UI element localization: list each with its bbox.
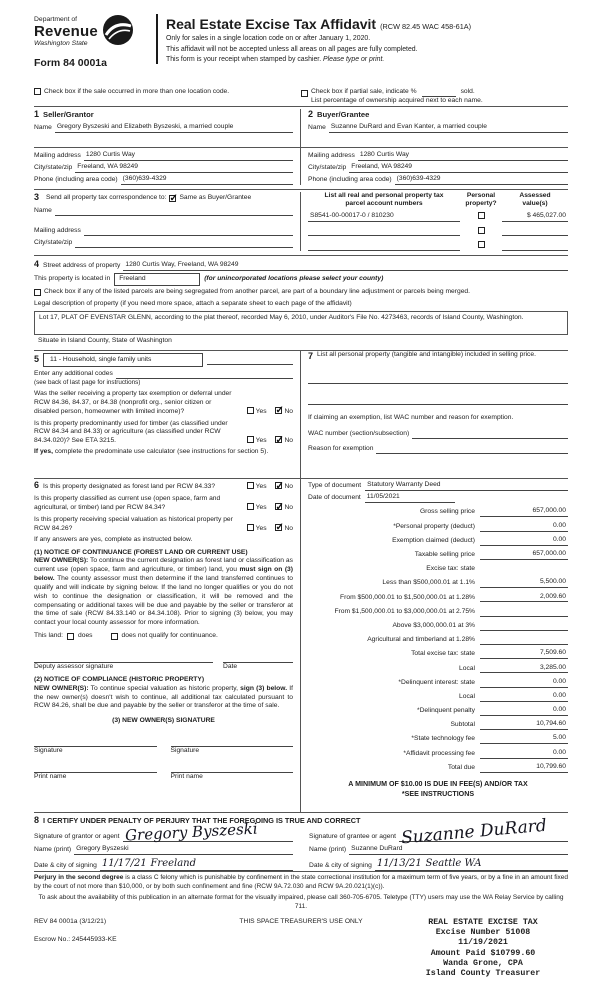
tax-value[interactable] <box>480 608 568 617</box>
escrow-number: Escrow No.: 245445933-KE <box>34 936 117 944</box>
dept-of-label: Department of <box>34 16 78 24</box>
section-4-number: 4 <box>34 258 40 269</box>
sections-6-tax <box>34 478 568 812</box>
partial-percent-field[interactable] <box>422 89 456 97</box>
grantor-date-field[interactable]: 11/17/21 Freeland <box>100 857 293 871</box>
legal-description-label: Legal description of property (if you need more space, attach a separate sheet to each page of the affidavit) <box>34 299 352 307</box>
footer-row <box>34 918 568 980</box>
header-note-3: This form is your receipt when stamped by cashier. Please type or print. <box>166 55 385 63</box>
section-3-number: 3 <box>34 192 40 203</box>
land-qualify-label: This land: <box>34 632 63 640</box>
parcel-row <box>308 212 568 222</box>
deputy-date-field[interactable] <box>223 651 293 663</box>
tax-subheader: Excise tax: state <box>426 565 475 573</box>
grantor-name-label: Name (print) <box>34 845 72 853</box>
doc-date-label: Date of document <box>308 494 361 502</box>
doc-type-field[interactable]: Statutory Warranty Deed <box>365 481 568 491</box>
sections-5-7 <box>34 350 568 478</box>
tax-label: *Personal property (deduct) <box>393 522 475 530</box>
grantee-signature-block <box>301 815 568 871</box>
grantee-date-field[interactable]: 11/13/21 Seattle WA <box>375 857 568 871</box>
additional-codes-field[interactable] <box>116 370 293 379</box>
tax-value[interactable]: 0.00 <box>480 706 568 716</box>
tax-value[interactable]: 0.00 <box>480 522 568 532</box>
reason-label: Reason for exemption <box>308 445 374 453</box>
seller-name-field[interactable]: Gregory Byszeski and Elizabeth Byszeski, a married couple <box>55 123 293 133</box>
new-owner-print-field[interactable] <box>34 761 157 773</box>
tax-value[interactable]: 0.00 <box>480 536 568 546</box>
notice-2-body: NEW OWNER(S): To continue special valuation as historic property, sign (3) below. If the new owner(s) doesn't wish to continue, all additional tax calculated pursuant to RCW 84.26, shall be due and payable by the seller or transferor at the time of sale. <box>34 684 293 710</box>
section-4 <box>34 255 568 351</box>
multi-location-label: Check box if the sale occurred in more than one location code. <box>44 88 230 95</box>
s5-q1-text: Was the seller receiving a property tax exemption or deferral under RCW 84.36, 84.37, or 84.38 (nonprofit org., senior citizen or disabled person, homeowner with limited income)? <box>34 390 232 415</box>
seller-mailing-label: Mailing address <box>34 151 81 159</box>
agency-name: Revenue <box>34 22 98 40</box>
parties-contact <box>34 147 568 189</box>
does-label: does <box>78 632 93 640</box>
section-8-number: 8 <box>34 815 40 826</box>
s6-q1-yes-checkbox[interactable] <box>247 482 254 489</box>
notice-2-title: (2) NOTICE OF COMPLIANCE (HISTORIC PROPERTY) <box>34 675 205 683</box>
top-options <box>34 88 568 106</box>
corr-name-label: Name <box>34 206 52 214</box>
perjury-statement: Perjury in the second degree is a class C felony which is punishable by confinement in the state correctional institution for a maximum term of five years, or by a fine in an amount fixed by the court of not more than $10,000, or by both such confinement and fine (RCW 9A.72.030 and RCW 9A.20.021(1)(c)). <box>34 871 568 891</box>
segregated-label: Check box if any of the listed parcels are being segregated from another parcel, are part of a boundary line adjustment or parcels being merged. <box>44 288 471 296</box>
s6-q3-answer: Yes ✓ No <box>240 524 293 534</box>
located-in-label: This property is located in <box>34 275 111 283</box>
s6-q2-no-checkbox[interactable] <box>275 503 282 510</box>
section-5 <box>34 351 301 478</box>
s6-q1-no-checkbox[interactable] <box>275 482 282 489</box>
tax-label: Less than $500,000.01 at 1.1% <box>382 579 475 587</box>
seller-phone-field[interactable]: (360)639-4329 <box>121 175 293 185</box>
header-note-2: This affidavit will not be accepted unless all areas on all pages are fully completed. <box>166 45 418 53</box>
section-1-seller <box>34 109 301 147</box>
grantor-date-label: Date & city of signing <box>34 862 97 870</box>
tax-label: Local <box>459 692 475 700</box>
grantor-signature: Gregory Byszeski <box>124 819 258 845</box>
parcel-table-header: List all real and personal property tax parcel account numbers Personal property? Assessed value(s) <box>324 192 551 207</box>
corr-csz-label: City/state/zip <box>34 238 73 246</box>
additional-codes-label: Enter any additional codes <box>34 369 113 377</box>
tax-computation <box>301 479 568 812</box>
personal-property-lines[interactable] <box>308 372 568 405</box>
section-7-number: 7 <box>308 351 314 362</box>
located-in-note: (for unincorporated locations please select your county) <box>204 275 384 283</box>
s6-if-yes-note: If any answers are yes, complete as instructed below. <box>34 535 193 543</box>
does-not-checkbox[interactable] <box>111 633 118 640</box>
alternate-format-note: To ask about the availability of this publication in an alternate format for the visually impaired, please call 360-705-6705. Teletype (TTY) users may use the WA Relay Service by calling 711. <box>38 894 564 910</box>
tax-label: Gross selling price <box>419 508 475 516</box>
agency-block <box>34 14 152 71</box>
certify-statement: I CERTIFY UNDER PENALTY OF PERJURY THAT THE FOREGOING IS TRUE AND CORRECT <box>43 816 361 826</box>
tax-value[interactable]: 0.00 <box>480 749 568 759</box>
deputy-signature-label: Deputy assessor signature <box>34 662 114 670</box>
partial-sale-label: Check box if partial sale, indicate % <box>311 88 417 95</box>
buyer-mailing-label: Mailing address <box>308 151 355 159</box>
does-checkbox[interactable] <box>67 633 74 640</box>
corr-name-field[interactable] <box>55 207 293 216</box>
tax-value[interactable] <box>480 622 568 631</box>
tax-value[interactable]: 5,500.00 <box>480 578 568 588</box>
new-owner-signature-field[interactable] <box>171 735 294 747</box>
s5-q1-yes-checkbox[interactable] <box>247 407 254 414</box>
same-as-buyer-label: Same as Buyer/Grantee <box>179 193 252 201</box>
land-use-tail-line <box>207 355 293 365</box>
new-owner-signature-row <box>34 735 293 756</box>
tax-value[interactable]: 2,009.60 <box>480 593 568 603</box>
corr-csz-field[interactable] <box>75 239 293 248</box>
seller-phone-label: Phone (including area code) <box>34 176 118 184</box>
grantee-sig-label: Signature of grantee or agent <box>309 833 396 841</box>
tax-label: From $1,500,000.01 to $3,000,000.01 at 2.75% <box>334 607 475 615</box>
tax-label: Total due <box>447 763 475 771</box>
additional-codes-note: (see back of last page for instructions) <box>34 378 141 386</box>
grantee-signature: Suzanne DuRard <box>400 815 548 849</box>
tax-label: *Affidavit processing fee <box>403 749 475 757</box>
s6-q3-yes-checkbox[interactable] <box>247 524 254 531</box>
s6-q3-no-checkbox[interactable] <box>275 524 282 531</box>
tax-value[interactable]: 5.00 <box>480 734 568 744</box>
seller-csz-field[interactable]: Freeland, WA 98249 <box>75 163 293 173</box>
new-owner-print-field[interactable] <box>171 761 294 773</box>
section-3 <box>34 189 568 254</box>
agency-state: Washington State <box>34 40 88 48</box>
dor-logo-icon <box>102 14 134 50</box>
deputy-signature-field[interactable] <box>34 651 213 663</box>
correspondence-label: Send all property tax correspondence to: <box>46 193 167 201</box>
s6-q2-answer: Yes ✓ No <box>240 503 293 513</box>
tax-value[interactable]: 657,000.00 <box>480 507 568 517</box>
s5-q2-no-checkbox[interactable] <box>275 436 282 443</box>
wac-number-field[interactable] <box>412 430 568 439</box>
tax-label: Total excise tax: state <box>411 650 475 658</box>
assessed-value-field[interactable] <box>502 227 568 236</box>
section-2-number: 2 <box>308 109 314 119</box>
section-6 <box>34 479 301 812</box>
multi-location-checkbox[interactable] <box>34 88 41 95</box>
grantee-date-label: Date & city of signing <box>309 862 372 870</box>
located-in-select[interactable]: Freeland <box>114 273 200 286</box>
buyer-name-field[interactable]: Suzanne DuRard and Evan Kanter, a married couple <box>329 123 568 133</box>
buyer-csz-label: City/state/zip <box>308 164 347 172</box>
buyer-title: Buyer/Grantee <box>317 110 370 119</box>
s5-q2-yes-checkbox[interactable] <box>247 436 254 443</box>
s7-exemption-note: If claiming an exemption, list WAC number and reason for exemption. <box>308 414 514 422</box>
s5-q1-no-checkbox[interactable] <box>275 407 282 414</box>
s5-q1-answer: Yes ✓ No <box>240 407 293 417</box>
treasurer-stamp: REAL ESTATE EXCISE TAX Excise Number 51008 11/19/2021 Amount Paid $10799.60 Wanda Grone, CPA Island County Treasurer <box>425 917 541 979</box>
tax-value[interactable]: 657,000.00 <box>480 550 568 560</box>
tax-value-empty <box>480 565 568 574</box>
new-owner-print-row <box>34 761 293 782</box>
header-divider <box>156 14 158 64</box>
deputy-date-label: Date <box>223 662 238 670</box>
section-2-buyer <box>301 109 568 147</box>
notice-1-body: NEW OWNER(S): To continue the current designation as forest land or classification as current use (open space, farm and agriculture, or timber) land, you must sign on (3) below. The county assessor must then determine if the land transferred continues to qualify and will indicate by signing below. If the land no longer qualifies or you do not wish to continue the designation or classification, it will be removed and the compensating or additional taxes will be due and payable by the seller or transferor at the time of sale (RCW 84.33.140 or 84.34.108). Prior to signing (3) below, you may contact your local county assessor for more information. <box>34 557 293 627</box>
tax-value[interactable]: 10,799.60 <box>480 763 568 773</box>
new-owners-signature-title: (3) NEW OWNER(S) SIGNATURE <box>112 717 215 725</box>
tax-value[interactable]: 0.00 <box>480 692 568 702</box>
grantor-sig-label: Signature of grantor or agent <box>34 833 120 841</box>
print-name-label: Print name <box>34 772 67 780</box>
tax-label: Above $3,000,000.01 at 3% <box>392 621 475 629</box>
s6-q1-text: 6 Is this property designated as forest land per RCW 84.33? <box>34 480 216 491</box>
buyer-phone-field[interactable]: (360)639-4329 <box>395 175 568 185</box>
minimum-due-note: A MINIMUM OF $10.00 IS DUE IN FEE(S) AND/OR TAX *SEE INSTRUCTIONS <box>348 779 528 798</box>
tax-label: From $500,000.01 to $1,500,000.01 at 1.28% <box>340 593 475 601</box>
parcel-row <box>308 227 568 237</box>
section-1-number: 1 <box>34 109 40 119</box>
parcel-row <box>308 241 568 251</box>
form-number: Form 84 0001a <box>34 56 107 69</box>
section-7 <box>301 351 568 478</box>
doc-type-label: Type of document <box>308 482 362 490</box>
tax-value[interactable] <box>480 636 568 645</box>
land-qualify-row <box>34 632 293 641</box>
s6-q2-yes-checkbox[interactable] <box>247 503 254 510</box>
grantee-signature-field[interactable] <box>399 815 568 849</box>
tax-label: Exemption claimed (deduct) <box>392 536 475 544</box>
tax-label: Agricultural and timberland at 1.28% <box>367 636 475 644</box>
grantor-print-name-field[interactable]: Gregory Byszeski <box>74 845 293 855</box>
tax-label: *Delinquent penalty <box>417 707 475 715</box>
partial-sale-note: List percentage of ownership acquired next to each name. <box>311 96 483 104</box>
situate-line: Situate in Island County, State of Washington <box>38 336 172 344</box>
parcel-number-field[interactable] <box>308 242 460 251</box>
does-not-label: does not qualify for continuance. <box>121 632 218 640</box>
buyer-csz-field[interactable]: Freeland, WA 98249 <box>349 163 568 173</box>
personal-property-checkbox[interactable] <box>478 241 485 248</box>
corr-mailing-field[interactable] <box>84 227 293 236</box>
tax-label: *State technology fee <box>411 735 475 743</box>
land-use-code-select[interactable]: 11 - Household, single family units <box>43 353 203 367</box>
corr-mailing-label: Mailing address <box>34 227 81 235</box>
buyer-phone-label: Phone (including area code) <box>308 176 392 184</box>
tax-label: Taxable selling price <box>414 551 475 559</box>
signature-label: Signature <box>170 747 200 755</box>
section-5-number: 5 <box>34 354 40 365</box>
same-as-buyer-checkbox[interactable] <box>169 195 176 202</box>
reason-field[interactable] <box>376 445 568 454</box>
segregated-checkbox[interactable] <box>34 289 41 296</box>
parties-names <box>34 106 568 147</box>
legal-description-field[interactable]: Lot 17, PLAT OF EVENSTAR GLENN, according to the plat thereof, recorded May 6, 2010, under Auditor's File No. 4273463, records of Island County, Washington. <box>34 311 568 335</box>
tax-value[interactable]: 10,794.60 <box>480 720 568 730</box>
buyer-mailing-field[interactable]: 1280 Curtis Way <box>358 151 568 161</box>
tax-label: Local <box>459 664 475 672</box>
form-rcw: (RCW 82.45 WAC 458-61A) <box>380 22 472 31</box>
parcel-number-field[interactable] <box>308 227 460 236</box>
seller-csz-label: City/state/zip <box>34 164 73 172</box>
street-address-label: Street address of property <box>43 261 121 269</box>
s6-q1-answer: Yes ✓ No <box>240 482 293 492</box>
tax-value[interactable]: 0.00 <box>480 678 568 688</box>
s5-calculator-note: If yes, complete the predominate use calculator (see instructions for section 5). <box>34 448 269 456</box>
grantor-signature-field[interactable] <box>123 819 293 845</box>
personal-property-checkbox[interactable] <box>478 212 485 219</box>
wac-number-label: WAC number (section/subsection) <box>308 430 410 438</box>
tax-value[interactable]: 3,285.00 <box>480 664 568 674</box>
section-8 <box>34 812 568 871</box>
s7-intro: List all personal property (tangible and intangible) included in selling price. <box>317 351 536 359</box>
seller-title: Seller/Grantor <box>43 110 94 119</box>
street-address-field[interactable]: 1280 Curtis Way, Freeland, WA 98249 <box>123 261 568 271</box>
form-title: Real Estate Excise Tax Affidavit <box>166 16 377 32</box>
print-name-label: Print name <box>170 772 203 780</box>
header-note-1: Only for sales in a single location code on or after January 1, 2020. <box>166 35 371 43</box>
assessed-value-field[interactable]: $ 465,027.00 <box>502 212 568 222</box>
deputy-assessor-row <box>34 651 293 672</box>
grantee-print-name-field[interactable]: Suzanne DuRard <box>349 845 568 855</box>
notice-1-title: (1) NOTICE OF CONTINUANCE (FOREST LAND OR CURRENT USE) <box>34 548 248 556</box>
s6-q3-text: Is this property receiving special valuation as historical property per RCW 84.26? <box>34 516 233 532</box>
signature-label: Signature <box>34 747 63 755</box>
seller-name-label: Name <box>34 124 52 132</box>
rev-number: REV 84 0001a (3/12/21) <box>34 917 107 925</box>
tax-value[interactable]: 7,509.60 <box>480 649 568 659</box>
parcel-number-field[interactable]: S8541-00-00017-0 / 810230 <box>308 212 460 222</box>
s5-q2-text: Is this property predominantly used for timber (as classified under RCW 84.34 and 84.33) or agriculture (as classified under RCW 84.34.020)? See ETA 3215. <box>34 419 228 445</box>
doc-date-field[interactable]: 11/05/2021 <box>365 493 455 503</box>
partial-sold-label: sold. <box>460 88 475 95</box>
partial-sale-checkbox[interactable] <box>301 90 308 97</box>
seller-mailing-field[interactable]: 1280 Curtis Way <box>84 151 293 161</box>
tax-label: Subtotal <box>450 721 475 729</box>
form-header <box>34 12 568 84</box>
treasurer-space-label: THIS SPACE TREASURER'S USE ONLY <box>239 917 363 925</box>
personal-property-checkbox[interactable] <box>478 227 485 234</box>
s6-q2-text: Is this property classified as current use (open space, farm and agricultural, or timber) land per RCW 84.34? <box>34 495 221 512</box>
s5-q2-answer: Yes ✓ No <box>240 436 293 446</box>
new-owner-signature-field[interactable] <box>34 735 157 747</box>
grantee-name-label: Name (print) <box>309 845 347 853</box>
assessed-value-field[interactable] <box>502 242 568 251</box>
buyer-name-label: Name <box>308 124 326 132</box>
tax-label: *Delinquent interest: state <box>398 678 475 686</box>
